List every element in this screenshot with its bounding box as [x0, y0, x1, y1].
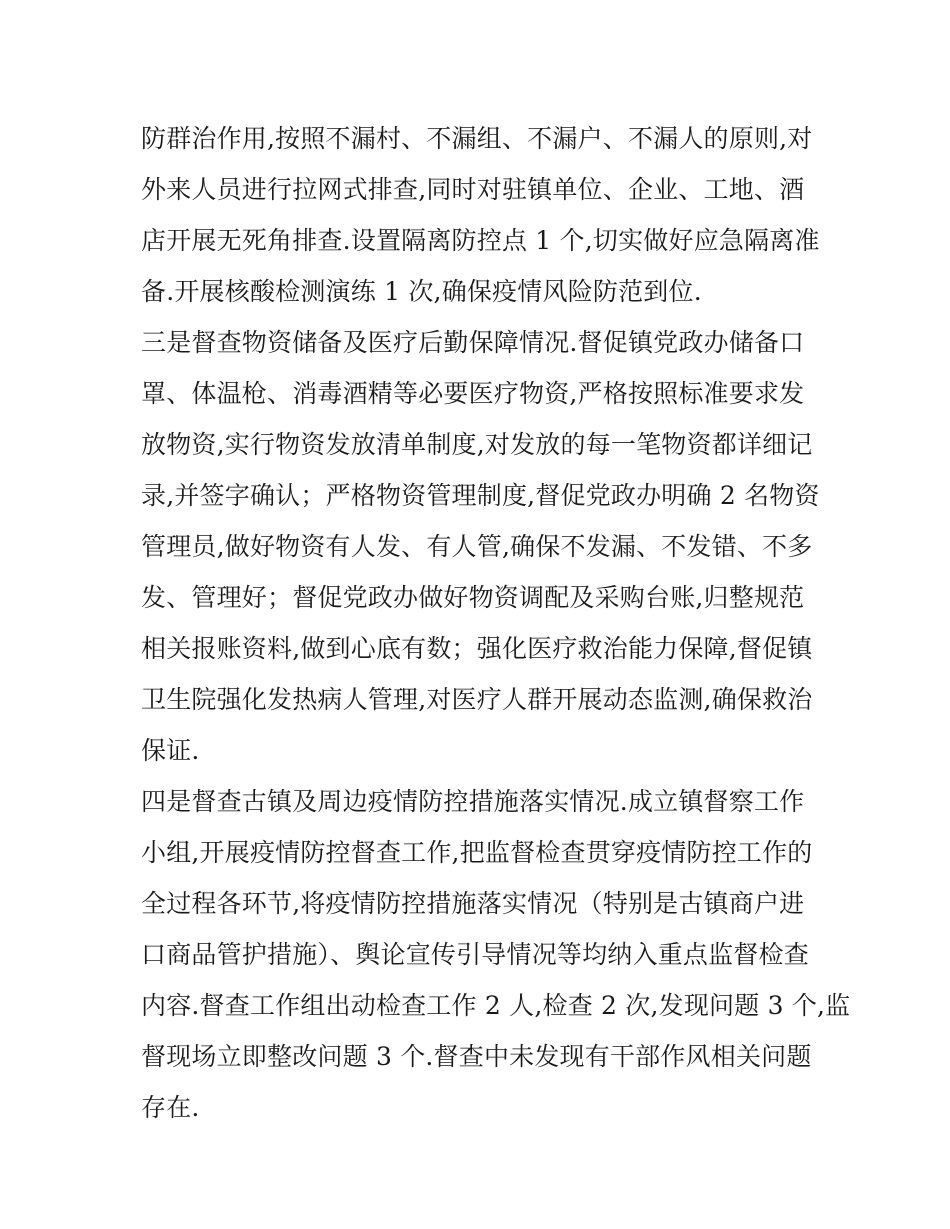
document-body: [141, 113, 851, 1133]
text-line: 相关报账资料,做到心底有数；强化医疗救治能力保障,督促镇: [141, 634, 813, 663]
text-line: 卫生院强化发热病人管理,对医疗人群开展动态监测,确保救治: [141, 685, 813, 714]
text-line: 放物资,实行物资发放清单制度,对发放的每一笔物资都详细记: [141, 430, 813, 459]
text-line: 录,并签字确认；严格物资管理制度,督促党政办明确 2 名物资: [141, 481, 820, 510]
text-line: 口商品管护措施）、舆论宣传引导情况等均纳入重点监督检查: [141, 940, 809, 969]
paragraph-4-start: 四是督查古镇及周边疫情防控措施落实情况.成立镇督察工作: [141, 787, 805, 816]
text-line: 外来人员进行拉网式排查,同时对驻镇单位、企业、工地、酒: [141, 175, 805, 204]
text-line: 督现场立即整改问题 3 个.督查中未发现有干部作风相关问题: [141, 1042, 812, 1071]
paragraph-3-start: 三是督查物资储备及医疗后勤保障情况.督促镇党政办储备口: [141, 328, 805, 357]
text-line: 罩、体温枪、消毒酒精等必要医疗物资,严格按照标准要求发: [141, 379, 805, 408]
text-line: 全过程各环节,将疫情防控措施落实情况（特别是古镇商户进: [141, 889, 805, 918]
text-line: 备.开展核酸检测演练 1 次,确保疫情风险防范到位.: [141, 277, 702, 306]
text-line: 内容.督查工作组出动检查工作 2 人,检查 2 次,发现问题 3 个,监: [141, 991, 851, 1020]
text-line: 发、管理好；督促党政办做好物资调配及采购台账,归整规范: [141, 583, 805, 612]
text-line: 店开展无死角排查.设置隔离防控点 1 个,切实做好应急隔离准: [141, 226, 820, 255]
text-line: 管理员,做好物资有人发、有人管,确保不发漏、不发错、不多: [141, 532, 813, 561]
text-line: 存在.: [141, 1093, 200, 1122]
text-line: 保证.: [141, 736, 200, 765]
text-line: 防群治作用,按照不漏村、不漏组、不漏户、不漏人的原则,对: [141, 124, 813, 153]
text-line: 小组,开展疫情防控督查工作,把监督检查贯穿疫情防控工作的: [141, 838, 813, 867]
